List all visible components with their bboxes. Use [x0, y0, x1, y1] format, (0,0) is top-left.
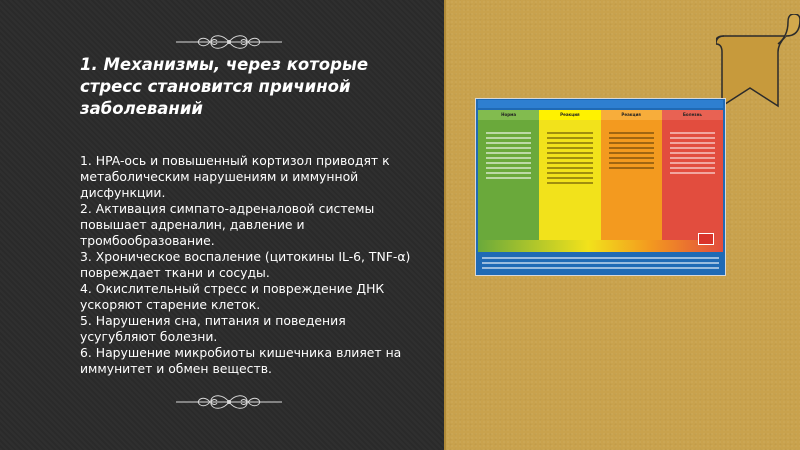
column-label: Реакция — [539, 110, 600, 120]
infographic-header — [478, 100, 723, 108]
list-item: 6. Нарушение микробиоты кишечника влияет на иммунитет и обмен веществ. — [80, 345, 402, 376]
infographic-column — [539, 110, 600, 240]
mechanisms-list — [80, 153, 425, 377]
slide-title: 1. Механизмы, через которые стресс становится причиной заболеваний — [80, 55, 369, 118]
list-item: 1. HPA-ось и повышенный кортизол приводят к метаболическим нарушениям и иммунной дисфункции. — [80, 153, 390, 200]
infographic-footer — [478, 254, 723, 272]
column-label: Норма — [478, 110, 539, 120]
infographic-column — [662, 110, 723, 240]
bookmark-ribbon-icon — [716, 14, 800, 114]
ornament-divider-icon — [174, 391, 284, 413]
column-label: Реакция — [601, 110, 662, 120]
list-item: 5. Нарушения сна, питания и поведения усугубляют болезни. — [80, 313, 346, 344]
infographic-column — [478, 110, 539, 240]
infographic-logo-icon — [698, 233, 714, 245]
infographic-columns — [478, 110, 723, 240]
column-label: Болезнь — [662, 110, 723, 120]
infographic-column — [601, 110, 662, 240]
list-item: 3. Хроническое воспаление (цитокины IL-6, TNF-α) повреждает ткани и сосуды. — [80, 249, 411, 280]
list-item: 4. Окислительный стресс и повреждение ДНК ускоряют старение клеток. — [80, 281, 385, 312]
infographic-gradient-band — [478, 240, 723, 252]
ornament-divider-icon — [174, 31, 284, 53]
list-item: 2. Активация симпато-адреналовой системы повышает адреналин, давление и тромбообразование. — [80, 201, 375, 248]
stress-stages-infographic — [475, 98, 726, 276]
